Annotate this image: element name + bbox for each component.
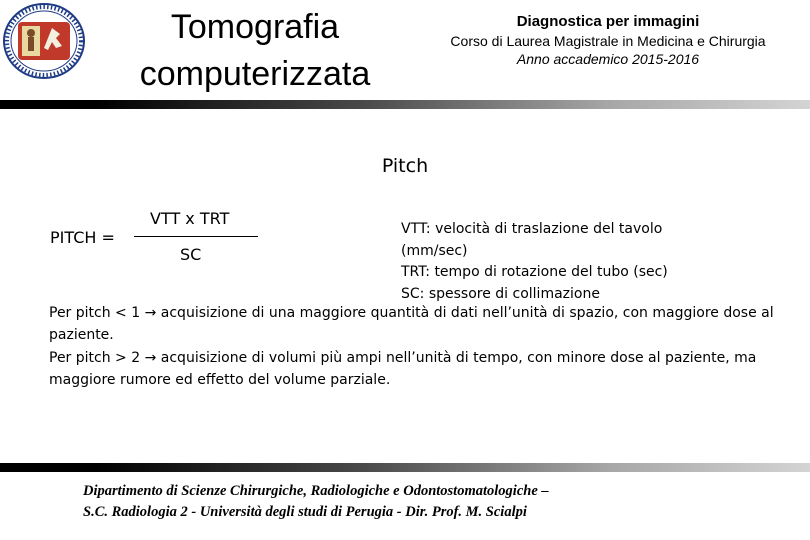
- definition-sc: SC: spessore di collimazione: [401, 285, 600, 302]
- definition-trt: TRT: tempo di rotazione del tubo (sec): [401, 264, 668, 280]
- title-line-2: computerizzata: [139, 55, 371, 93]
- formula-numerator: VTT x TRT: [150, 209, 230, 228]
- title-line-1: Tomografia: [170, 8, 340, 46]
- right-arrow-icon: →: [144, 305, 157, 321]
- slide-title: Pitch: [381, 155, 429, 177]
- academic-year: Anno accademico 2015-2016: [516, 51, 700, 67]
- definitions-list: [401, 219, 668, 305]
- university-seal-icon: [2, 2, 86, 80]
- note-text: acquisizione di una maggiore quantità di dati nell’unità di spazio, con maggiore dose al paziente.: [49, 305, 774, 343]
- right-arrow-icon: →: [144, 350, 157, 366]
- pitch-notes: [49, 303, 779, 393]
- note-low-pitch: [49, 303, 779, 346]
- note-prefix: Per pitch < 1: [49, 305, 141, 321]
- fraction-line: [134, 236, 258, 237]
- formula-lhs: PITCH =: [50, 228, 115, 247]
- footer-unit: S.C. Radiologia 2 - Università degli studi di Perugia - Dir. Prof. M. Scialpi: [83, 504, 527, 520]
- note-prefix: Per pitch > 2: [49, 350, 141, 366]
- formula-denominator: SC: [180, 245, 202, 264]
- course-degree: Corso di Laurea Magistrale in Medicina e Chirurgia: [450, 33, 766, 49]
- definition-vtt-unit: (mm/sec): [401, 242, 468, 259]
- note-text: acquisizione di volumi più ampi nell’unità di tempo, con minore dose al paziente, ma maggiore rumore ed effetto del volume parziale.: [49, 350, 757, 388]
- footer-divider: [0, 463, 810, 472]
- course-subject: Diagnostica per immagini: [516, 13, 700, 30]
- header-divider: [0, 100, 810, 109]
- note-high-pitch: [49, 348, 779, 391]
- course-header: [410, 12, 806, 68]
- definition-vtt: VTT: velocità di traslazione del tavolo: [401, 221, 663, 237]
- page-title: [100, 4, 410, 98]
- footer: [83, 481, 549, 523]
- footer-department: Dipartimento di Scienze Chirurgiche, Radiologiche e Odontostomatologiche –: [83, 483, 549, 499]
